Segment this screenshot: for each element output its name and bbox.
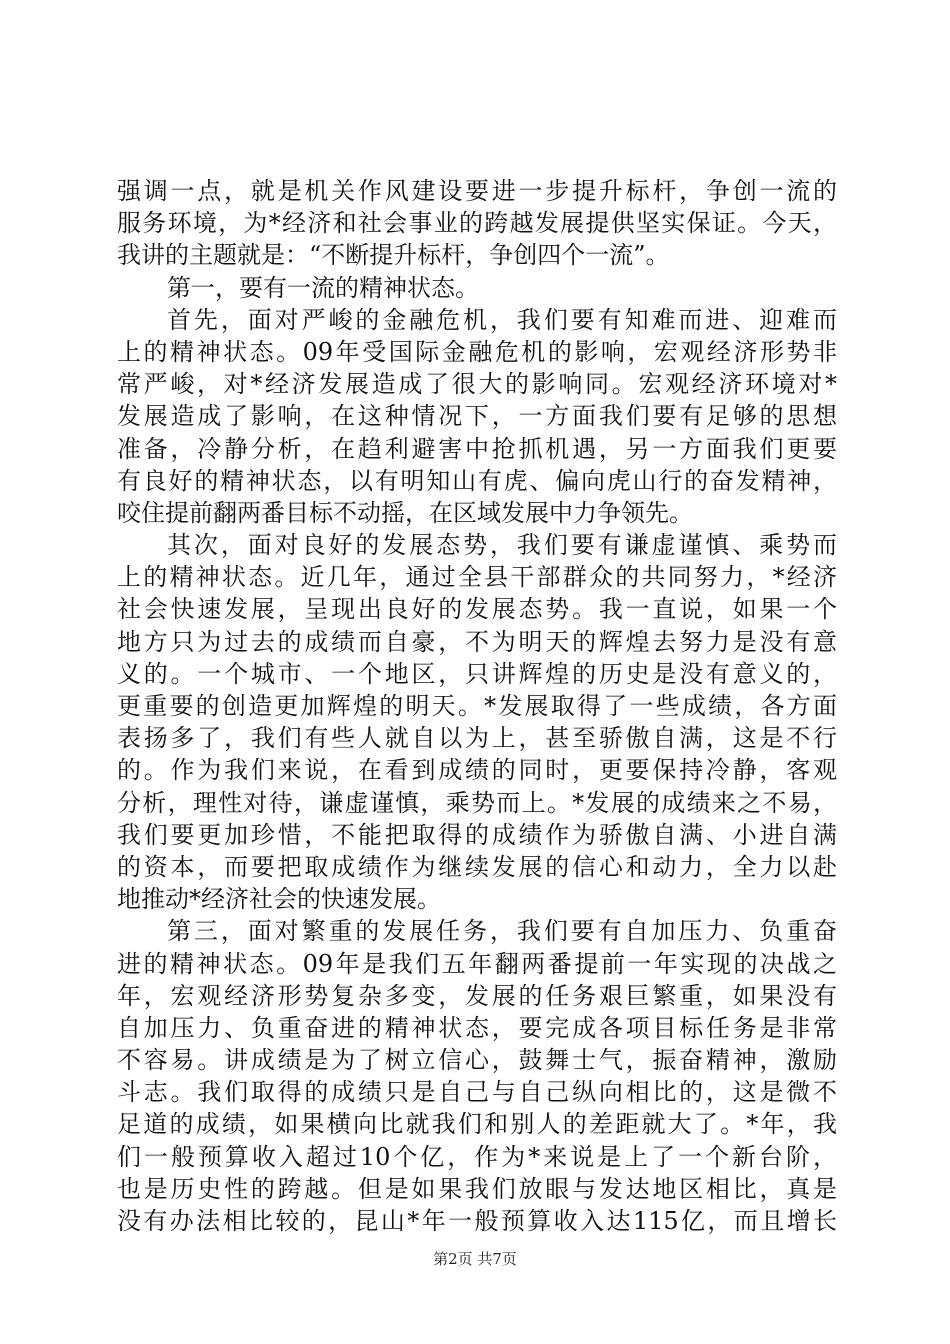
- text-line: 其次，面对良好的发展态势，我们要有谦虚谨慎、乘势而: [167, 531, 837, 560]
- text-line: 义的。一个城市、一个地区，只讲辉煌的历史是没有意义的，: [117, 659, 837, 688]
- text-line: 更重要的创造更加辉煌的明天。*发展取得了一些成绩，各方面: [117, 692, 837, 720]
- text-line: 强调一点，就是机关作风建设要进一步提升标杆，争创一流的: [117, 177, 837, 205]
- text-line: 地方只为过去的成绩而自豪，不为明天的辉煌去努力是没有意: [117, 627, 837, 656]
- text-line: 年，宏观经济形势复杂多变，发展的任务艰巨繁重，如果没有: [117, 981, 837, 1010]
- page-footer: 第2页 共7页: [433, 1250, 517, 1268]
- text-line: 准备，冷静分析，在趋利避害中抢抓机遇，另一方面我们更要: [117, 434, 837, 463]
- text-line: 没有办法相比较的，昆山*年一般预算收入达115亿，而且增长: [117, 1207, 837, 1235]
- text-line: 上的精神状态。09年受国际金融危机的影响，宏观经济形势非: [117, 337, 837, 366]
- text-line: 常严峻，对*经济发展造成了很大的影响同。宏观经济环境对*: [117, 370, 837, 399]
- paragraph: [117, 175, 837, 272]
- text-line: 我们要更加珍惜，不能把取得的成绩作为骄傲自满、小进自满: [117, 820, 837, 849]
- text-line: 进的精神状态。09年是我们五年翻两番提前一年实现的决战之: [117, 949, 837, 978]
- paragraph: [117, 915, 837, 1237]
- text-line: 有良好的精神状态，以有明知山有虎、偏向虎山行的奋发精神，: [117, 466, 837, 495]
- paragraph: [117, 529, 837, 915]
- text-line: 足道的成绩，如果横向比就我们和别人的差距就大了。*年，我: [117, 1110, 837, 1139]
- text-line: 第三，面对繁重的发展任务，我们要有自加压力、负重奋: [167, 917, 837, 946]
- paragraph: [117, 304, 837, 529]
- text-line: 自加压力、负重奋进的精神状态，要完成各项目标任务是非常: [117, 1013, 837, 1042]
- text-line: 第一，要有一流的精神状态。: [167, 273, 479, 302]
- text-line: 咬住提前翻两番目标不动摇，在区域发展中力争领先。: [117, 498, 693, 527]
- text-line: 服务环境，为*经济和社会事业的跨越发展提供坚实保证。今天，: [117, 209, 837, 238]
- text-line: 社会快速发展，呈现出良好的发展态势。我一直说，如果一个: [117, 595, 837, 624]
- text-line: 们一般预算收入超过10个亿，作为*来说是上了一个新台阶，: [117, 1142, 837, 1171]
- document-body: [117, 175, 837, 1237]
- text-line: 表扬多了，我们有些人就自以为上，甚至骄傲自满，这是不行: [117, 724, 837, 753]
- text-line: 的。作为我们来说，在看到成绩的同时，更要保持冷静，客观: [117, 756, 837, 785]
- paragraph: [117, 272, 837, 304]
- text-line: 不容易。讲成绩是为了树立信心，鼓舞士气，振奋精神，激励: [117, 1046, 837, 1075]
- text-line: 首先，面对严峻的金融危机，我们要有知难而进、迎难而: [167, 305, 837, 334]
- text-line: 地推动*经济社会的快速发展。: [117, 885, 441, 914]
- text-line: 上的精神状态。近几年，通过全县干部群众的共同努力，*经济: [117, 563, 837, 592]
- text-line: 的资本，而要把取成绩作为继续发展的信心和动力，全力以赴: [117, 852, 837, 881]
- text-line: 分析，理性对待，谦虚谨慎，乘势而上。*发展的成绩来之不易，: [117, 788, 837, 817]
- text-line: 我讲的主题就是：“不断提升标杆，争创四个一流”。: [117, 241, 670, 270]
- text-line: 发展造成了影响，在这种情况下，一方面我们要有足够的思想: [117, 402, 837, 431]
- text-line: 也是历史性的跨越。但是如果我们放眼与发达地区相比，真是: [117, 1174, 837, 1203]
- text-line: 斗志。我们取得的成绩只是自己与自己纵向相比的，这是微不: [117, 1078, 837, 1107]
